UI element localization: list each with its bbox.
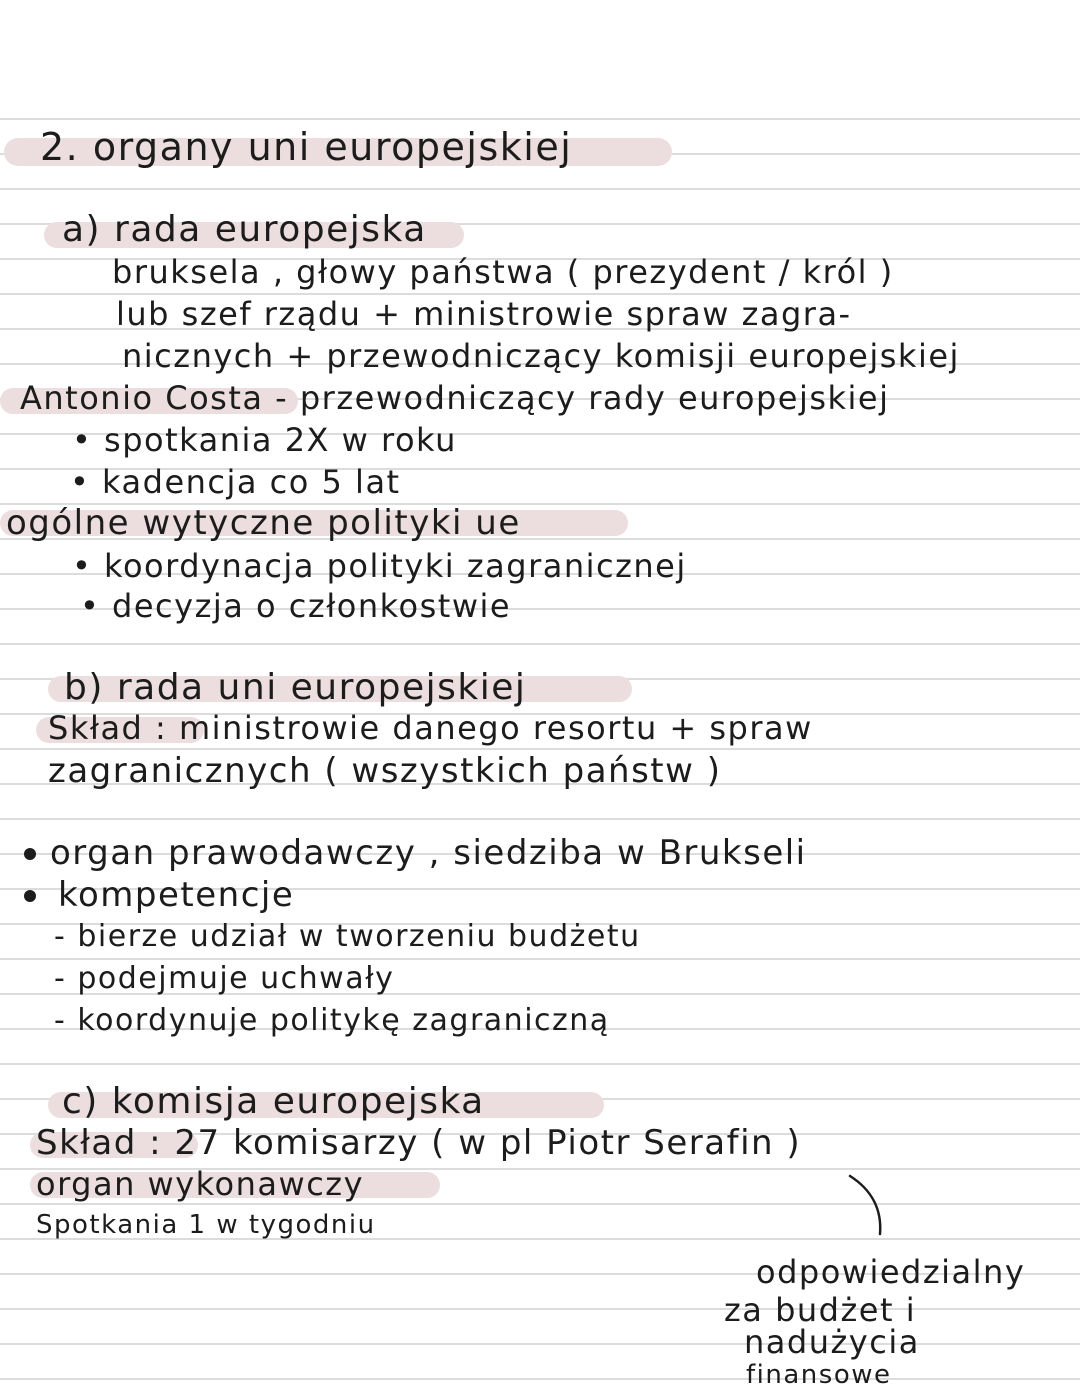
section-a-bullet-2: • kadencja co 5 lat <box>70 463 401 501</box>
note-line-1: odpowiedzialny <box>756 1253 1026 1291</box>
section-b-dash-2: - podejmuje uchwały <box>54 961 395 996</box>
section-c-line-1: Skład : 27 komisarzy ( w pl Piotr Serafin ) <box>36 1123 802 1163</box>
section-a-bullet-1: • spotkania 2X w roku <box>72 421 457 459</box>
section-a-line-5: ogólne wytyczne polityki ue <box>6 503 521 543</box>
section-a-bullet-4: • decyzja o członkostwie <box>80 587 512 625</box>
section-a-title: a) rada europejska <box>62 209 427 250</box>
note-line-4: finansowe <box>746 1360 892 1390</box>
section-b-title: b) rada uni europejskiej <box>64 667 527 708</box>
section-b-bullet-1: organ prawodawczy , siedziba w Brukseli <box>50 833 807 873</box>
section-b-bullet-2: kompetencje <box>58 875 295 915</box>
section-a-line-4: Antonio Costa - przewodniczący rady europejskiej <box>20 379 890 417</box>
section-b-line-2: zagranicznych ( wszystkich państw ) <box>48 751 722 791</box>
bullet-dot <box>24 848 36 860</box>
section-a-bullet-3: • koordynacja polityki zagranicznej <box>72 547 687 585</box>
section-b-line-1: Skład : ministrowie danego resortu + spraw <box>48 709 813 747</box>
section-a-line-1: bruksela , głowy państwa ( prezydent / król ) <box>112 253 894 291</box>
note-line-3: nadużycia <box>744 1323 920 1361</box>
section-c-line-3: Spotkania 1 w tygodniu <box>36 1210 376 1240</box>
page-heading: 2. organy uni europejskiej <box>40 125 573 169</box>
section-b-dash-1: - bierze udział w tworzeniu budżetu <box>54 919 641 954</box>
section-c-line-2: organ wykonawczy <box>36 1165 365 1203</box>
section-a-line-2: lub szef rządu + ministrowie spraw zagra- <box>116 295 852 333</box>
section-c-title: c) komisja europejska <box>62 1081 485 1122</box>
connector-stroke <box>840 1170 900 1240</box>
section-a-line-3: nicznych + przewodniczący komisji europejskiej <box>122 337 960 375</box>
bullet-dot <box>24 890 36 902</box>
section-b-dash-3: - koordynuje politykę zagraniczną <box>54 1003 610 1038</box>
note-line-2: za budżet i <box>724 1291 917 1329</box>
